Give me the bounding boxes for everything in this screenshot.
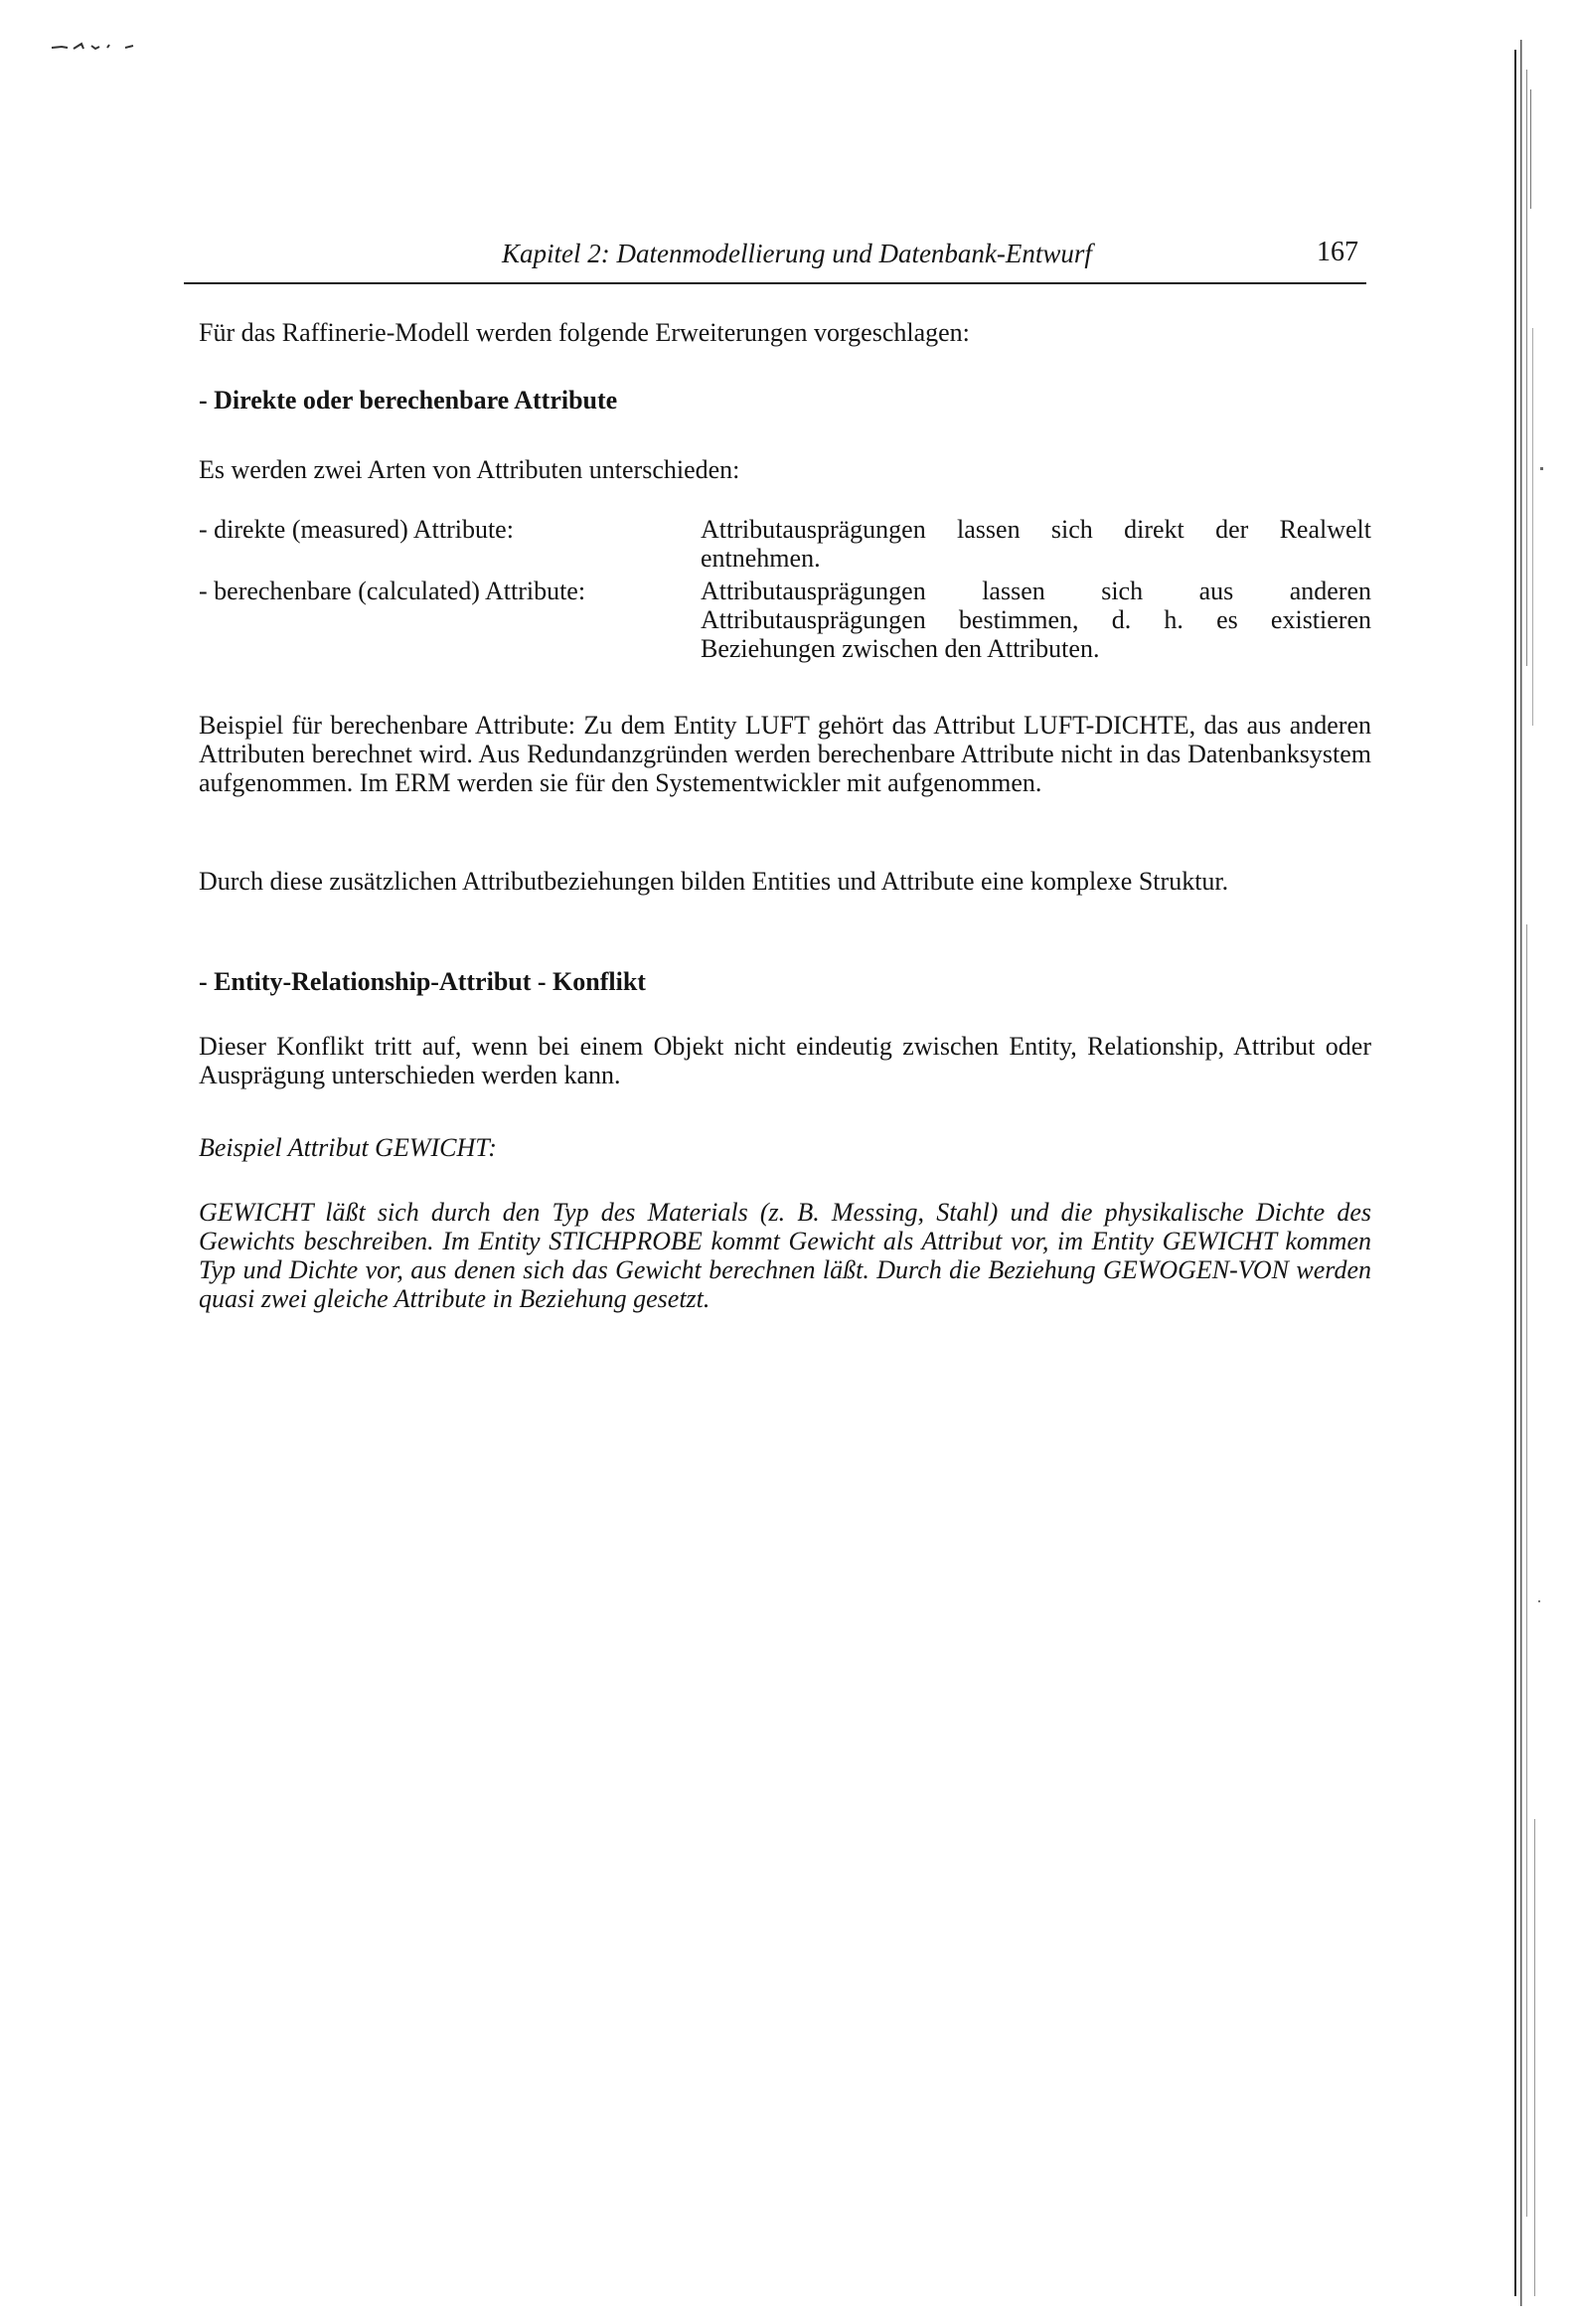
example-label: Beispiel Attribut GEWICHT: (199, 1133, 497, 1162)
section-lead-paragraph: Es werden zwei Arten von Attributen unterschieden: (199, 455, 740, 484)
example-text: GEWICHT läßt sich durch den Typ des Materials (z. B. Messing, Stahl) und die physikalische Dichte des Gewichts beschreiben. Im Entity STICHPROBE kommt Gewicht als Attribut vor, im Entity GEWICHT kommen Typ und Dichte vor, aus denen sich das Gewicht berechnen läßt. Durch die Beziehung GEWOGEN-VON werden quasi zwei gleiche Attribute in Beziehung gesetzt. (199, 1198, 1371, 1313)
definition-description: Attributausprägungen lassen sich aus anderen Attributausprägungen bestimmen, d. h. es existieren Beziehungen zwischen den Attributen. (701, 577, 1371, 663)
definition-term: - berechenbare (calculated) Attribute: (199, 577, 586, 605)
running-header (184, 237, 1366, 284)
intro-paragraph: Für das Raffinerie-Modell werden folgende Erweiterungen vorgeschlagen: (199, 318, 970, 347)
conclusion-paragraph: Durch diese zusätzlichen Attributbeziehungen bilden Entities und Attribute eine komplexe Struktur. (199, 867, 1229, 896)
conflict-paragraph: Dieser Konflikt tritt auf, wenn bei einem Objekt nicht eindeutig zwischen Entity, Relationship, Attribut oder Ausprägung unterschieden werden kann. (199, 1032, 1371, 1089)
scan-artifact-mark (48, 36, 147, 54)
definition-term: - direkte (measured) Attribute: (199, 515, 514, 544)
scanned-page-edge (1500, 30, 1570, 2316)
section-heading-attributes: - Direkte oder berechenbare Attribute (199, 386, 618, 415)
example-paragraph: Beispiel für berechenbare Attribute: Zu dem Entity LUFT gehört das Attribut LUFT-DICHTE, das aus anderen Attributen berechnet wird. Aus Redundanzgründen werden berechenbare Attribute nicht in das Datenbanksystem aufgenommen. Im ERM werden sie für den Systementwickler mit aufgenommen. (199, 711, 1371, 797)
running-title: Kapitel 2: Datenmodellierung und Datenbank-Entwurf (502, 239, 1092, 268)
section-heading-conflict: - Entity-Relationship-Attribut - Konflikt (199, 967, 646, 996)
page-number: 167 (1317, 237, 1358, 267)
definition-description: Attributausprägungen lassen sich direkt der Realwelt entnehmen. (701, 515, 1371, 573)
